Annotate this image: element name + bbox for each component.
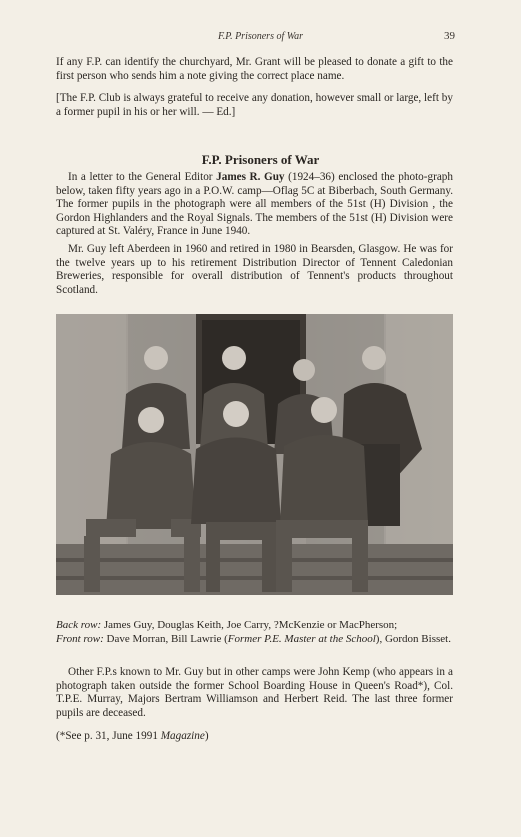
- front-row-names-2: ), Gordon Bisset.: [375, 632, 451, 645]
- front-row-names-1: Dave Morran, Bill Lawrie (: [103, 632, 228, 645]
- group-photograph: [56, 314, 453, 595]
- article-paragraph-2: Mr. Guy left Aberdeen in 1960 and retired in 1980 in Bearsden, Glasgow. He was for the twelve years up to his retirement Distribution Director of Tennent Caledonian Breweries, responsible for overall distribution of Tennent's products throughout Scotland.: [56, 243, 453, 296]
- page-number: 39: [444, 30, 455, 42]
- front-row-italic: Former P.E. Master at the School: [227, 632, 376, 645]
- closing-paragraph: Other F.P.s known to Mr. Guy but in other camps were John Kemp (who appears in a photograph taken outside the former School Boarding House in Queen's Road*), Col. T.P.E. Murray, Majors Bertram Williamson and Herbert Reid. The last three former pupils are deceased.: [56, 666, 453, 719]
- front-row-label: Front row:: [56, 632, 104, 645]
- photo-caption: [56, 619, 456, 646]
- note-italic: Magazine: [160, 730, 205, 742]
- photograph-illustration: [56, 314, 453, 595]
- back-row-label: Back row:: [56, 619, 102, 631]
- closing-note: [56, 730, 453, 744]
- intro-paragraph-2: [The F.P. Club is always grateful to receive any donation, however small or large, left by a former pupil in his or her will. — Ed.]: [56, 92, 453, 118]
- para1-rest: (1924–36) enclosed the photo-graph below, taken fifty years ago in a P.O.W. camp—Oflag 5C at Biberbach, South Germany. The former pupils in the photograph were all members of the 51st (H) Division , the Gordon Highlanders and the Royal Signals. The members of the 51st (H) Division were captured at St. Valéry, France in June 1940.: [56, 171, 453, 238]
- running-head: F.P. Prisoners of War: [217, 31, 304, 42]
- para1-lead: In a letter to the General Editor: [68, 171, 217, 183]
- note-lead: (*See p. 31, June 1991: [56, 730, 161, 742]
- author-name: James R. Guy: [216, 171, 285, 183]
- note-end: ): [204, 730, 209, 742]
- section-heading: F.P. Prisoners of War: [201, 152, 320, 167]
- article-paragraph-1: [56, 171, 453, 239]
- back-row-names: James Guy, Douglas Keith, Joe Carry, ?McKenzie or MacPherson;: [101, 619, 398, 631]
- intro-paragraph-1: If any F.P. can identify the churchyard, Mr. Grant will be pleased to donate a gift to the first person who sends him a note giving the correct place name.: [56, 56, 453, 82]
